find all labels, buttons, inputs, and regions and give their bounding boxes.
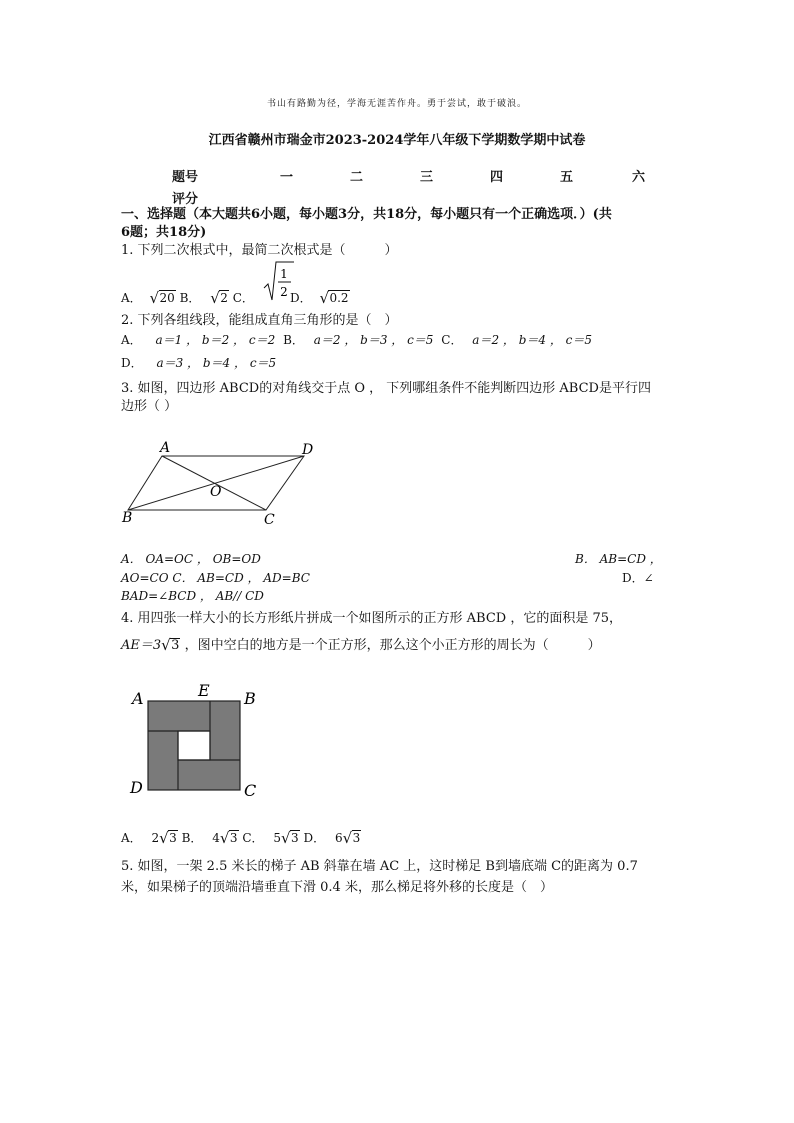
score-col: 五 [560, 170, 574, 185]
vertex-a-label: A [132, 689, 144, 708]
radicand: 2 [220, 291, 228, 305]
question-5-stem: 米，如果梯子的顶端沿墙垂直下滑 0.4 米，那么梯足将外移的长度是（ ） [121, 880, 553, 895]
score-col: 四 [490, 170, 504, 185]
vertex-c-label: C [244, 781, 257, 800]
question-3-option-d: D．∠ [622, 571, 654, 585]
question-2-options-line1: A． a＝1 ， b＝2 ， c＝2 B． a＝2 ， b＝3 ， c＝5 C． a＝2 ， b＝4 ， c＝5 [121, 333, 593, 347]
vertex-d-label: D [130, 778, 143, 797]
question-5-stem: 5. 如图，一架 2.5 米长的梯子 AB 斜靠在墙 AC 上，这时梯足 B到墙底端 C的距离为 0.7 [121, 859, 638, 874]
vertex-b-label: B [244, 689, 256, 708]
score-row-label: 评分 [172, 192, 199, 207]
question-3-option-d-cont: BAD=∠BCD ， AB// CD [121, 589, 264, 603]
radicand: 20 [159, 291, 175, 305]
question-3-stem: 3. 如图，四边形 ABCD的对角线交于点 O ， 下列哪组条件不能判断四边形 ABCD是平行四 [121, 381, 651, 396]
question-4-options: A． 2 √ 3 B． 4 √ 3 C． 5 √ 3 D． 6 √ 3 [121, 829, 361, 847]
fraction-numerator: 1 [280, 267, 288, 281]
option-label: B． [179, 291, 201, 305]
score-row-label: 题号 [172, 170, 199, 185]
page-title: 江西省赣州市瑞金市2023-2024学年八年级下学期数学期中试卷 [208, 133, 586, 148]
section-heading: 一、选择题（本大题共6小题，每小题3分，共18分，每小题只有一个正确选项．）(共 [121, 207, 612, 222]
question-1-options: A． √ 20 B． √ 2 C． [121, 289, 254, 307]
question-1-option-d: D． √ 0.2 [290, 289, 349, 307]
vertex-b-label: B [122, 510, 133, 526]
question-3-option-a: A． OA=OC ， OB=OD [121, 552, 261, 566]
point-o-label: O [210, 484, 222, 500]
fraction-denominator: 2 [280, 285, 288, 299]
question-2-options-line2: D． a＝3 ， b＝4 ， c＝5 [121, 356, 277, 370]
point-e-label: E [198, 681, 210, 700]
question-3-stem: 边形（ ） [121, 399, 178, 414]
question-4-stem: 4. 用四张一样大小的长方形纸片拼成一个如图所示的正方形 ABCD ，它的面积是 75， [121, 611, 623, 626]
score-col: 一 [280, 170, 294, 185]
question-3-option-b: B． AB=CD ， [575, 552, 662, 566]
vertex-c-label: C [264, 512, 275, 528]
score-col: 三 [420, 170, 434, 185]
option-label: C． [232, 291, 254, 305]
vertex-d-label: D [302, 442, 314, 458]
section-heading: 6题；共18分) [121, 225, 207, 240]
parallelogram-figure [118, 436, 324, 528]
radicand: 0.2 [329, 291, 349, 305]
question-2-stem: 2. 下列各组线段，能组成直角三角形的是（ ） [121, 313, 398, 328]
vertex-a-label: A [160, 440, 171, 456]
square-figure [126, 680, 266, 800]
option-label: A． [121, 291, 142, 305]
question-1-stem: 1. 下列二次根式中，最简二次根式是（ ） [121, 243, 398, 258]
question-3-option-c: AO=CO C． AB=CD ， AD=BC [121, 571, 310, 585]
score-col: 二 [350, 170, 364, 185]
score-col: 六 [632, 170, 646, 185]
question-4-stem: AE＝3 √ 3 ，图中空白的地方是一个正方形，那么这个小正方形的周长为（ ） [121, 636, 601, 654]
option-label: D． [290, 291, 312, 305]
motto: 书山有路勤为径，学海无涯苦作舟。勇于尝试，敢于破浪。 [266, 99, 527, 109]
